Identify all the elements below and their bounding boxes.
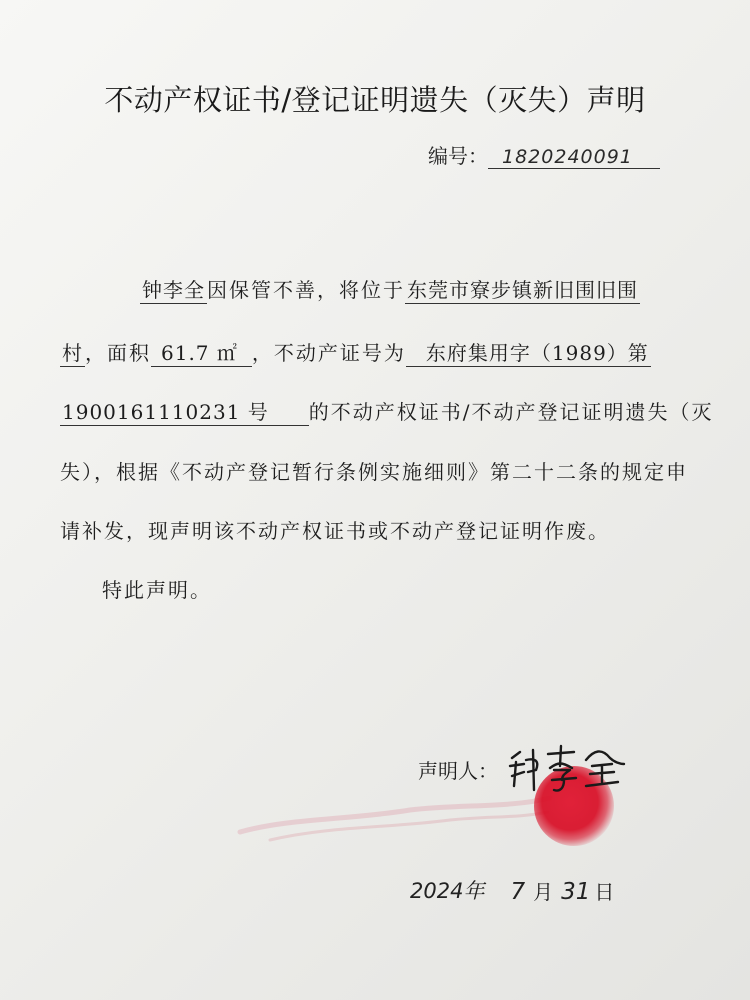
handwritten-signature: [506, 740, 626, 800]
body-line-3: [60, 396, 714, 426]
body-line-4: 失），根据《不动产登记暂行条例实施细则》第二十二条的规定申: [60, 460, 688, 484]
date-month: 7: [510, 879, 526, 905]
owner-name: 钟李全: [140, 274, 207, 304]
location-part-2: 村: [60, 337, 85, 367]
text-after-name: 因保管不善，将位于: [207, 278, 405, 302]
page-title: 不动产权证书/登记证明遗失（灭失）声明: [104, 83, 646, 117]
area-value: 61.7 ㎡: [151, 337, 252, 367]
location-part-1: 东莞市寮步镇新旧围旧围: [405, 274, 640, 304]
closing-statement: 特此声明。: [102, 578, 212, 602]
date-day-unit: 日: [594, 880, 615, 904]
date-year: 2024年: [410, 879, 485, 903]
body-line-2: [60, 337, 651, 367]
date-month-unit: 月: [533, 880, 554, 904]
serial-label: 编号：: [428, 144, 488, 168]
body-line-5: 请补发，现声明该不动产权证书或不动产登记证明作废。: [60, 519, 610, 543]
area-prefix: ，面积: [85, 341, 151, 365]
declarant-row: [418, 755, 498, 784]
body-line-1: [140, 274, 640, 304]
cert-number-part-2: 1900161110231 号: [60, 396, 309, 426]
cert-prefix: ，不动产证号为: [251, 341, 406, 365]
line-3-tail: 的不动产权证书/不动产登记证明遗失（灭: [308, 400, 714, 424]
serial-value: 1820240091: [488, 146, 660, 169]
serial-number-row: [428, 140, 660, 169]
cert-number-part-1: 东府集用字（1989）第: [406, 337, 651, 367]
declarant-label: 声明人：: [418, 759, 498, 783]
date-day: 31: [561, 879, 591, 905]
date-row: [410, 875, 614, 905]
